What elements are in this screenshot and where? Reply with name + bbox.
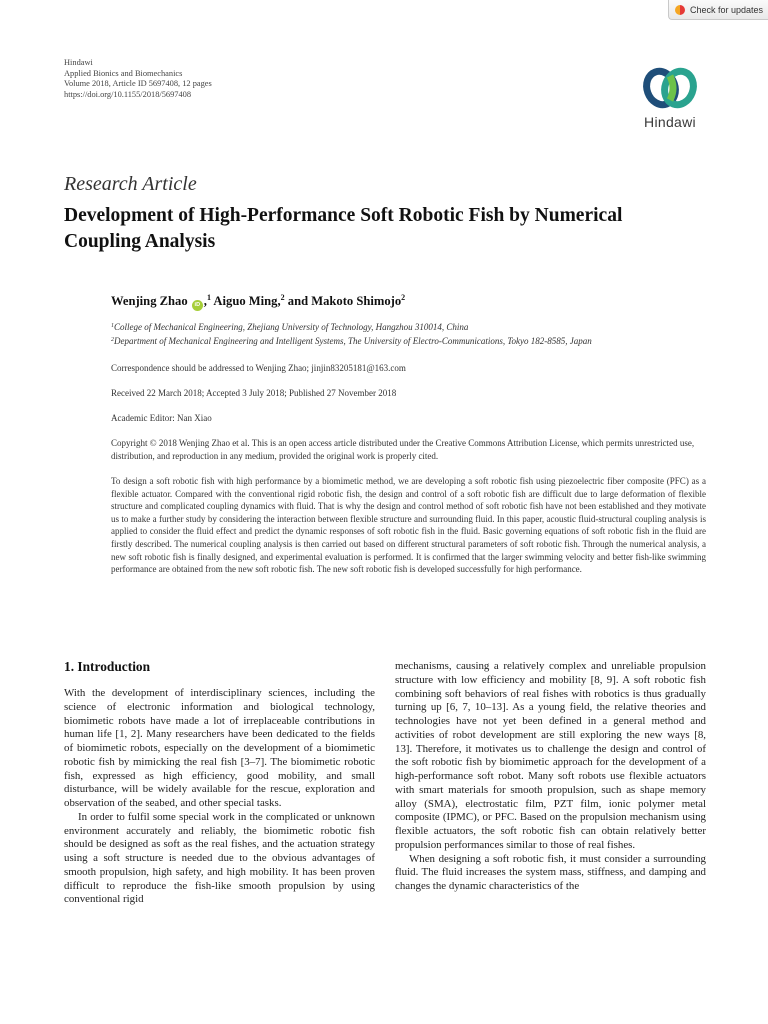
affiliation-text: Department of Mechanical Engineering and Intelligent Systems, The University of Electro-Communications, Tokyo 182-8585, Japan (114, 336, 592, 346)
journal-info (64, 58, 212, 100)
body-paragraph: In order to fulfil some special work in the complicated or unknown environment accurately and reliably, the biomimetic robotic fish should be designed as soft as the real fishes, and the actuation strategy using a soft structure is needed due to the obvious advantages of smooth propulsion, high safety, and high mobility. It has been proven difficult to reproduce the fish-like smooth propulsion by using conventional rigid (64, 810, 375, 906)
article-title: Development of High-Performance Soft Robotic Fish by Numerical Coupling Analysis (64, 205, 623, 252)
article-type: Research Article (64, 173, 197, 195)
author-affiliation-mark: 2 (280, 293, 285, 302)
author-affiliation-mark: 1 (206, 293, 211, 302)
section-heading: 1. Introduction (64, 659, 151, 674)
journal-name: Applied Bionics and Biomechanics (64, 68, 183, 78)
publisher-name: Hindawi (64, 58, 93, 67)
author-connector: and (287, 294, 309, 308)
abstract: To design a soft robotic fish with high performance by a biomimetic method, we are developing a soft robotic fish using piezoelectric fiber composite (PFC) as a flexible actuator. Compared with the conventional rigid robotic fish, the design and control of a soft robotic fish are difficult due to large deformation of flexible structure and complicated coupling dynamics with fluid. That is why the design and control method of soft robotic fish have not been established and they motivate us to make a further study by considering the interaction between flexible structure and surrounding fluid. In this paper, acoustic fluid-structural coupling analysis is applied to consider the fluid effect and predict the dynamic responses of soft robotic fish in the fluid. Basic governing equations of soft robotic fish in the fluid are firstly described. The numerical coupling analysis is then carried out based on different structural parameters of soft robotic fish. Through the numerical analysis, a new soft robotic fish is finally designed, and experimental evaluation is performed. It is confirmed that the larger swimming velocity and better fish-like swimming performance are obtained from the new soft robotic fish. The new soft robotic fish is developed successfully for high performance. (111, 476, 706, 575)
author-list: Wenjing Zhao iD ,$^1$ Aiguo Ming,$^2$ and Makoto Shimojo$^2$ (111, 293, 405, 311)
affiliation (111, 336, 592, 346)
hindawi-logo (632, 64, 708, 134)
orcid-icon[interactable]: iD (192, 300, 203, 311)
volume-info: Volume 2018, Article ID 5697408, 12 pages (64, 79, 212, 89)
affiliation-text: College of Mechanical Engineering, Zhejiang University of Technology, Hangzhou 310014, China (114, 322, 469, 332)
affiliation-mark: 1 (111, 323, 114, 329)
hindawi-logo-text: Hindawi (644, 114, 696, 130)
author-name: Makoto Shimojo (311, 294, 402, 308)
hindawi-logo-icon (640, 64, 700, 112)
body-paragraph: When designing a soft robotic fish, it must consider a surrounding fluid. The fluid increases the system mass, stiffness, and damping and changes the dynamic characteristics of the (395, 852, 706, 892)
author-name: Wenjing Zhao (111, 294, 188, 308)
check-for-updates-button[interactable] (668, 0, 768, 20)
correspondence: Correspondence should be addressed to Wenjing Zhao; jinjin83205181@163.com (111, 363, 406, 373)
author-name: Aiguo Ming (213, 294, 278, 308)
body-paragraph: mechanisms, causing a relatively complex and unreliable propulsion structure with low efficiency and mobility [8, 9]. A soft robotic fish combining soft behaviors of real fishes with robotics is thus gradually turning up [6, 7, 10–13]. As a young field, the relative theories and technologies have not yet been defined in a general method and activities of robot development are still exploring the new ways [8, 13]. Therefore, it motivates us to challenge the design and control of the soft robotic fish by biomimetic approach for the development of a high-performance soft robot. Many soft robots use flexible actuators with smart materials for smooth propulsion, such as shape memory alloy (SMA), electrostatic film, PZT film, ionic polymer metal composite (IPMC), or PFC. Based on the propulsion mechanism using flexible actuators, the soft robotic fish can obtain relatively better propulsion performances similar to those of real fishes. (395, 660, 706, 851)
crossmark-icon (675, 5, 685, 15)
publication-dates: Received 22 March 2018; Accepted 3 July 2018; Published 27 November 2018 (111, 388, 397, 398)
affiliation-mark: 2 (111, 337, 114, 343)
doi-link[interactable]: https://doi.org/10.1155/2018/5697408 (64, 89, 192, 99)
check-for-updates-label: Check for updates (690, 4, 764, 15)
body-column-left (64, 658, 375, 907)
body-column-right (395, 660, 706, 894)
affiliation (111, 322, 468, 332)
body-paragraph: With the development of interdisciplinary sciences, including the science of electronic information and biological technology, biomimetic robots have made a lot of irreplaceable contributions in human life [1, 2]. Many researchers have been dedicated to the fields of biomimetic robots, especially on the development of a biomimetic robotic fish by mimicking the real fish [3–7]. The biomimetic robotic fish, expressed as high efficiency, good mobility, and small disturbance, will be widely available for the rescue, exploration and observation of the seabed, and other special tasks. (64, 687, 375, 809)
academic-editor: Academic Editor: Nan Xiao (111, 413, 212, 423)
author-affiliation-mark: 2 (401, 293, 406, 302)
copyright-notice: Copyright © 2018 Wenjing Zhao et al. This is an open access article distributed under the Creative Commons Attribution License, which permits unrestricted use, distribution, and reproduction in any medium, provided the original work is properly cited. (111, 438, 695, 461)
